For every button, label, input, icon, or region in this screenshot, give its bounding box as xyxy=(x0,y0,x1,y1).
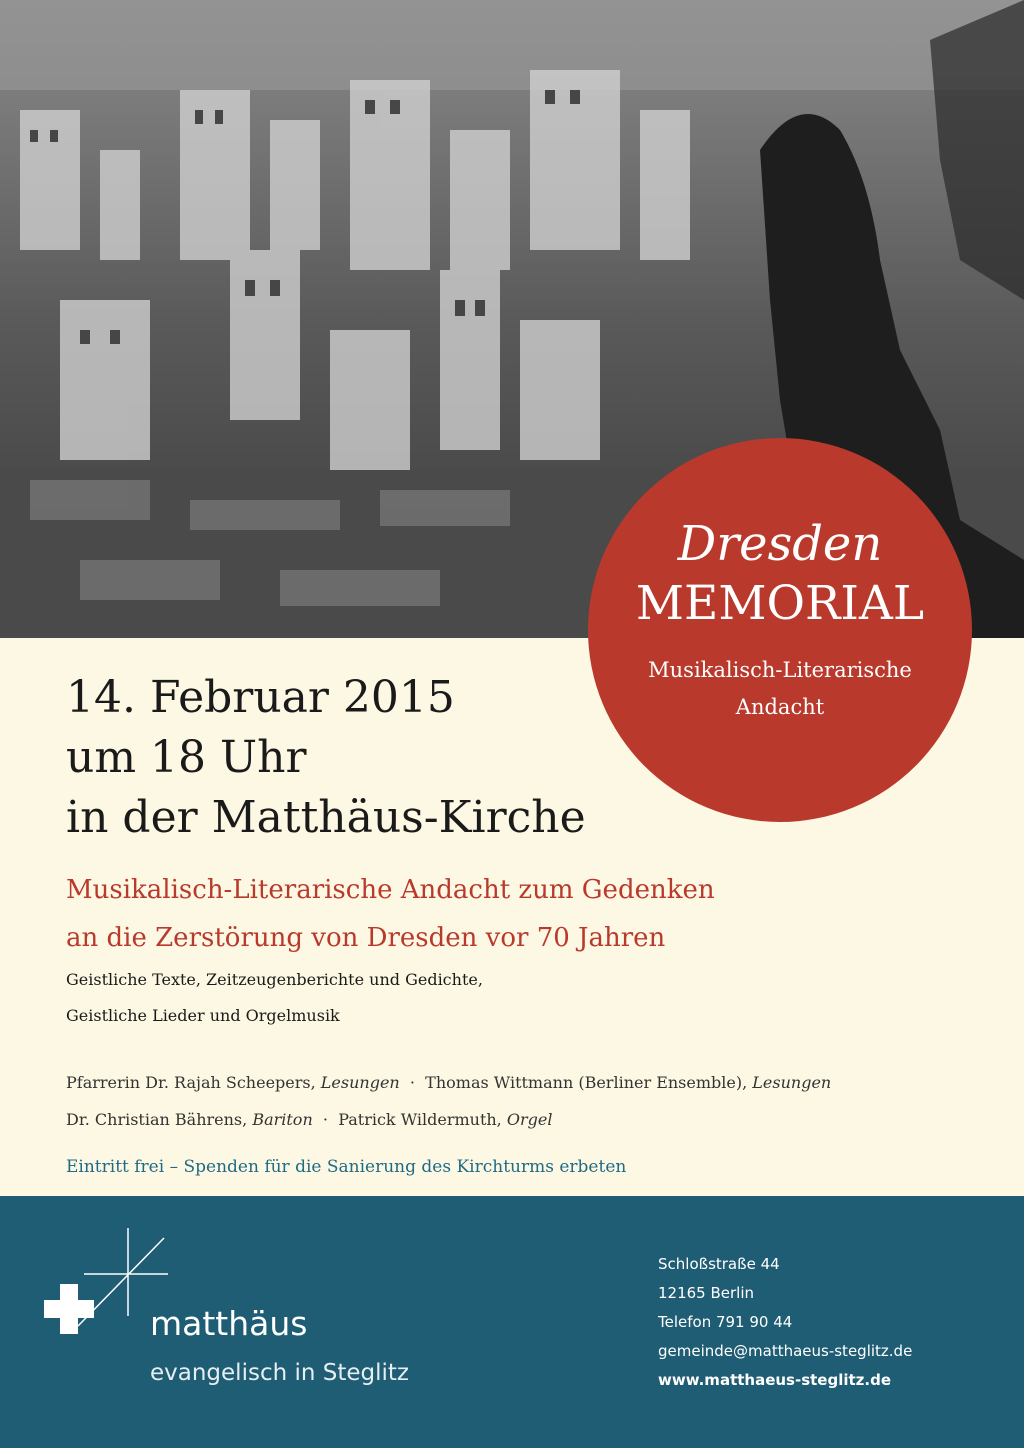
performer-role: Orgel xyxy=(506,1110,553,1129)
badge-subtitle-line2: Andacht xyxy=(735,695,825,719)
badge-subtitle xyxy=(588,652,972,726)
performer-role: Lesungen xyxy=(320,1073,400,1092)
program-line1: Geistliche Texte, Zeitzeugenberichte und Gedichte, xyxy=(66,970,483,989)
description-line2: an die Zerstörung von Dresden vor 70 Jahren xyxy=(66,923,666,953)
address-phone: Telefon 791 90 44 xyxy=(658,1313,793,1331)
address-email[interactable]: gemeinde@matthaeus-steglitz.de xyxy=(658,1342,913,1360)
brand-name: matthäus xyxy=(150,1304,308,1343)
performer-name: Dr. Christian Bährens, xyxy=(66,1110,248,1129)
contact-address xyxy=(658,1250,912,1395)
footer xyxy=(0,1196,1024,1448)
address-city: 12165 Berlin xyxy=(658,1284,755,1302)
program-list xyxy=(66,962,483,1034)
event-headline xyxy=(66,668,586,848)
event-venue: in der Matthäus-Kirche xyxy=(66,792,586,843)
description-line1: Musikalisch-Literarische Andacht zum Gedenken xyxy=(66,875,715,905)
separator-dot: · xyxy=(409,1073,415,1092)
event-date: 14. Februar 2015 xyxy=(66,672,455,723)
event-time: um 18 Uhr xyxy=(66,732,307,783)
entry-note: Eintritt frei – Spenden für die Sanierung des Kirchturms erbeten xyxy=(66,1157,627,1177)
address-street: Schloßstraße 44 xyxy=(658,1255,780,1273)
separator-dot: · xyxy=(322,1110,329,1129)
performer-name: Thomas Wittmann (Berliner Ensemble), xyxy=(425,1073,748,1092)
brand-tagline: evangelisch in Steglitz xyxy=(150,1360,409,1386)
performer-role: Lesungen xyxy=(752,1073,832,1092)
event-badge xyxy=(588,438,972,822)
program-line2: Geistliche Lieder und Orgelmusik xyxy=(66,1006,340,1025)
badge-title-memorial: MEMORIAL xyxy=(635,576,925,631)
performer-name: Patrick Wildermuth, xyxy=(338,1110,502,1129)
performers-line2 xyxy=(66,1101,831,1138)
badge-title-dresden: Dresden xyxy=(677,516,883,572)
address-website[interactable]: www.matthaeus-steglitz.de xyxy=(658,1371,892,1389)
badge-subtitle-line1: Musikalisch-Literarische xyxy=(648,658,912,682)
performers xyxy=(66,1064,831,1138)
performer-role: Bariton xyxy=(252,1110,313,1129)
performers-line1 xyxy=(66,1064,831,1101)
event-description xyxy=(66,866,715,962)
performer-name: Pfarrerin Dr. Rajah Scheepers, xyxy=(66,1073,316,1092)
